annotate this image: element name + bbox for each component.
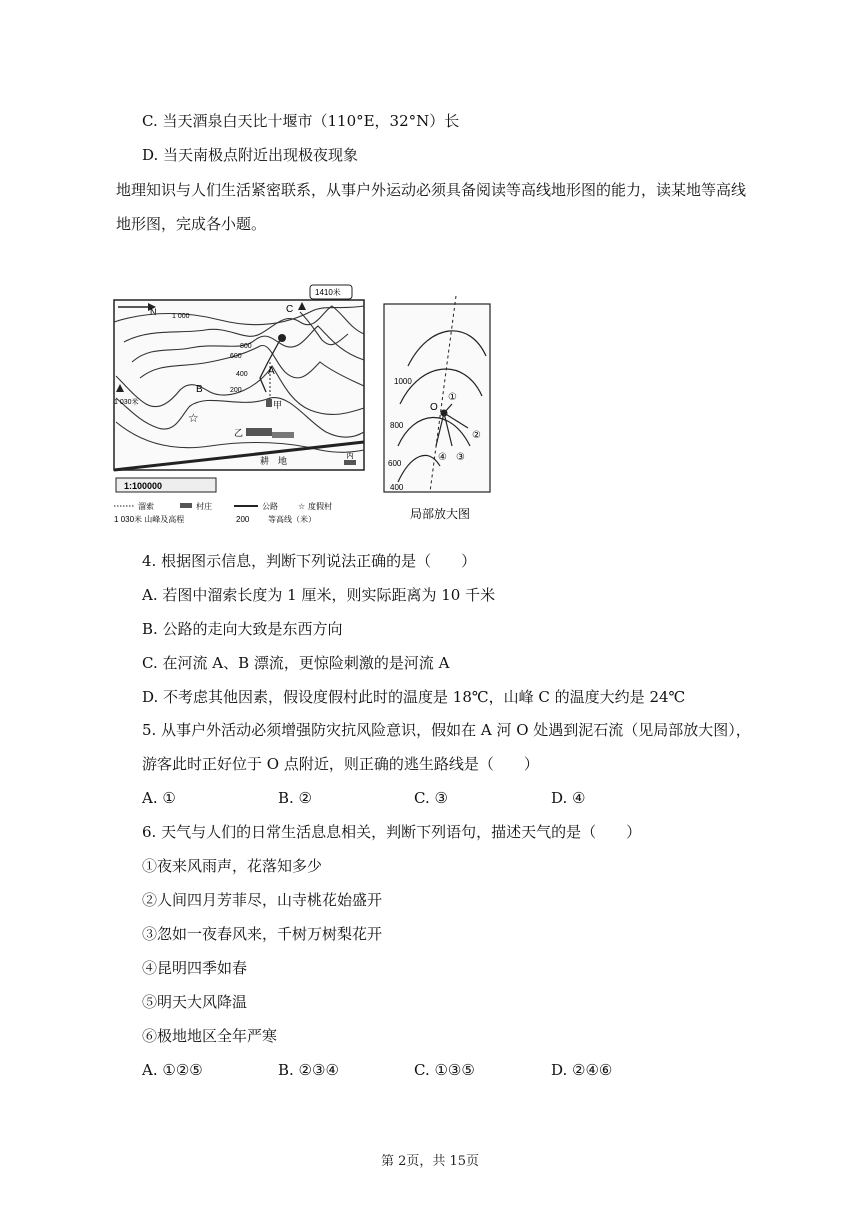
q5-stem-line1: 5. 从事户外活动必须增强防灾抗风险意识，假如在 A 河 O 处遇到泥石流（见局部放大图）， xyxy=(142,721,751,739)
q6-option-b: B. ②③④ xyxy=(278,1061,339,1079)
contour-label-200: 200 xyxy=(230,387,242,394)
q6-item-3: ③忽如一夜春风来，千树万树梨花开 xyxy=(142,925,383,943)
inset-label-600: 600 xyxy=(388,459,402,468)
q5-option-c: C. ③ xyxy=(414,789,448,807)
q4-option-c: C. 在河流 A、B 漂流，更惊险刺激的是河流 A xyxy=(142,654,450,672)
route-1: ① xyxy=(448,392,457,403)
q6-item-1: ①夜来风雨声，花落知多少 xyxy=(142,857,323,875)
legend-contour-sample: 200 xyxy=(236,515,250,524)
point-jia: 甲 xyxy=(273,400,283,410)
q4-option-b: B. 公路的走向大致是东西方向 xyxy=(142,620,343,638)
legend-resort-star-icon: ☆ xyxy=(298,502,306,511)
route-2: ② xyxy=(472,430,481,441)
route-4: ④ xyxy=(438,452,447,463)
q6-option-c: C. ①③⑤ xyxy=(414,1061,475,1079)
contour-label-400: 400 xyxy=(236,371,248,378)
legend-village: 村庄 xyxy=(196,502,212,511)
q5-option-d: D. ④ xyxy=(551,789,586,807)
option-d-prev: D. 当天南极点附近出现极夜现象 xyxy=(142,146,359,164)
elevation-box-label: 1410米 xyxy=(315,288,341,297)
contour-label-800: 800 xyxy=(240,343,252,350)
q6-item-5: ⑤明天大风降温 xyxy=(142,993,248,1011)
q6-item-6: ⑥极地地区全年严寒 xyxy=(142,1027,278,1045)
legend-cable: 溜索 xyxy=(138,502,154,511)
compass-label: N xyxy=(150,307,157,317)
intro-paragraph: 地理知识与人们生活紧密联系，从事户外运动必须具备阅读等高线地形图的能力，读某地等高线地形图，完成各小题。 xyxy=(116,181,747,233)
inset-map xyxy=(380,296,510,524)
page-footer: 第 2页，共 15页 xyxy=(380,1154,480,1169)
contour-map xyxy=(110,282,370,526)
legend-peak: 1 030米 山峰及高程 xyxy=(114,515,185,524)
q6-item-4: ④昆明四季如春 xyxy=(142,959,248,977)
point-b: B xyxy=(196,384,203,395)
inset-point-o: O xyxy=(430,402,438,413)
q5-option-b: B. ② xyxy=(278,789,313,807)
peak-left-label: 1 030米 xyxy=(114,399,139,406)
resort-star-icon: ☆ xyxy=(188,411,199,425)
point-bing: 丙 xyxy=(346,451,354,460)
scale-label: 1:100000 xyxy=(124,481,163,491)
q4-option-d: D. 不考虑其他因素，假设度假村此时的温度是 18℃，山峰 C 的温度大约是 24℃ xyxy=(142,688,686,706)
farmland-label: 耕 地 xyxy=(260,456,288,466)
inset-label-1000: 1000 xyxy=(394,377,412,386)
legend-contour: 等高线（米） xyxy=(268,515,316,524)
q6-item-2: ②人间四月芳菲尽，山寺桃花始盛开 xyxy=(142,891,383,909)
point-yi: 乙 xyxy=(234,428,244,438)
legend-road: 公路 xyxy=(262,502,278,511)
q5-stem-line2: 游客此时正好位于 O 点附近，则正确的逃生路线是（ ） xyxy=(142,755,539,773)
inset-label-800: 800 xyxy=(390,421,404,430)
contour-label-1000: 1 000 xyxy=(172,313,190,320)
point-c: C xyxy=(286,304,294,315)
legend-resort: 度假村 xyxy=(308,502,332,511)
inset-title: 局部放大图 xyxy=(410,507,471,521)
q6-option-d: D. ②④⑥ xyxy=(551,1061,613,1079)
q6-option-a: A. ①②⑤ xyxy=(142,1061,203,1079)
q4-stem: 4. 根据图示信息，判断下列说法正确的是（ ） xyxy=(142,552,477,570)
q5-option-a: A. ① xyxy=(142,789,176,807)
route-3: ③ xyxy=(456,452,465,463)
q4-option-a: A. 若图中溜索长度为 1 厘米，则实际距离为 10 千米 xyxy=(142,586,496,604)
option-c-prev: C. 当天酒泉白天比十堰市（110°E，32°N）长 xyxy=(142,112,460,130)
point-a: A xyxy=(268,366,275,377)
inset-label-400: 400 xyxy=(390,483,404,492)
q6-stem: 6. 天气与人们的日常生活息息相关，判断下列语句，描述天气的是（ ） xyxy=(142,823,642,841)
contour-label-600: 600 xyxy=(230,353,242,360)
